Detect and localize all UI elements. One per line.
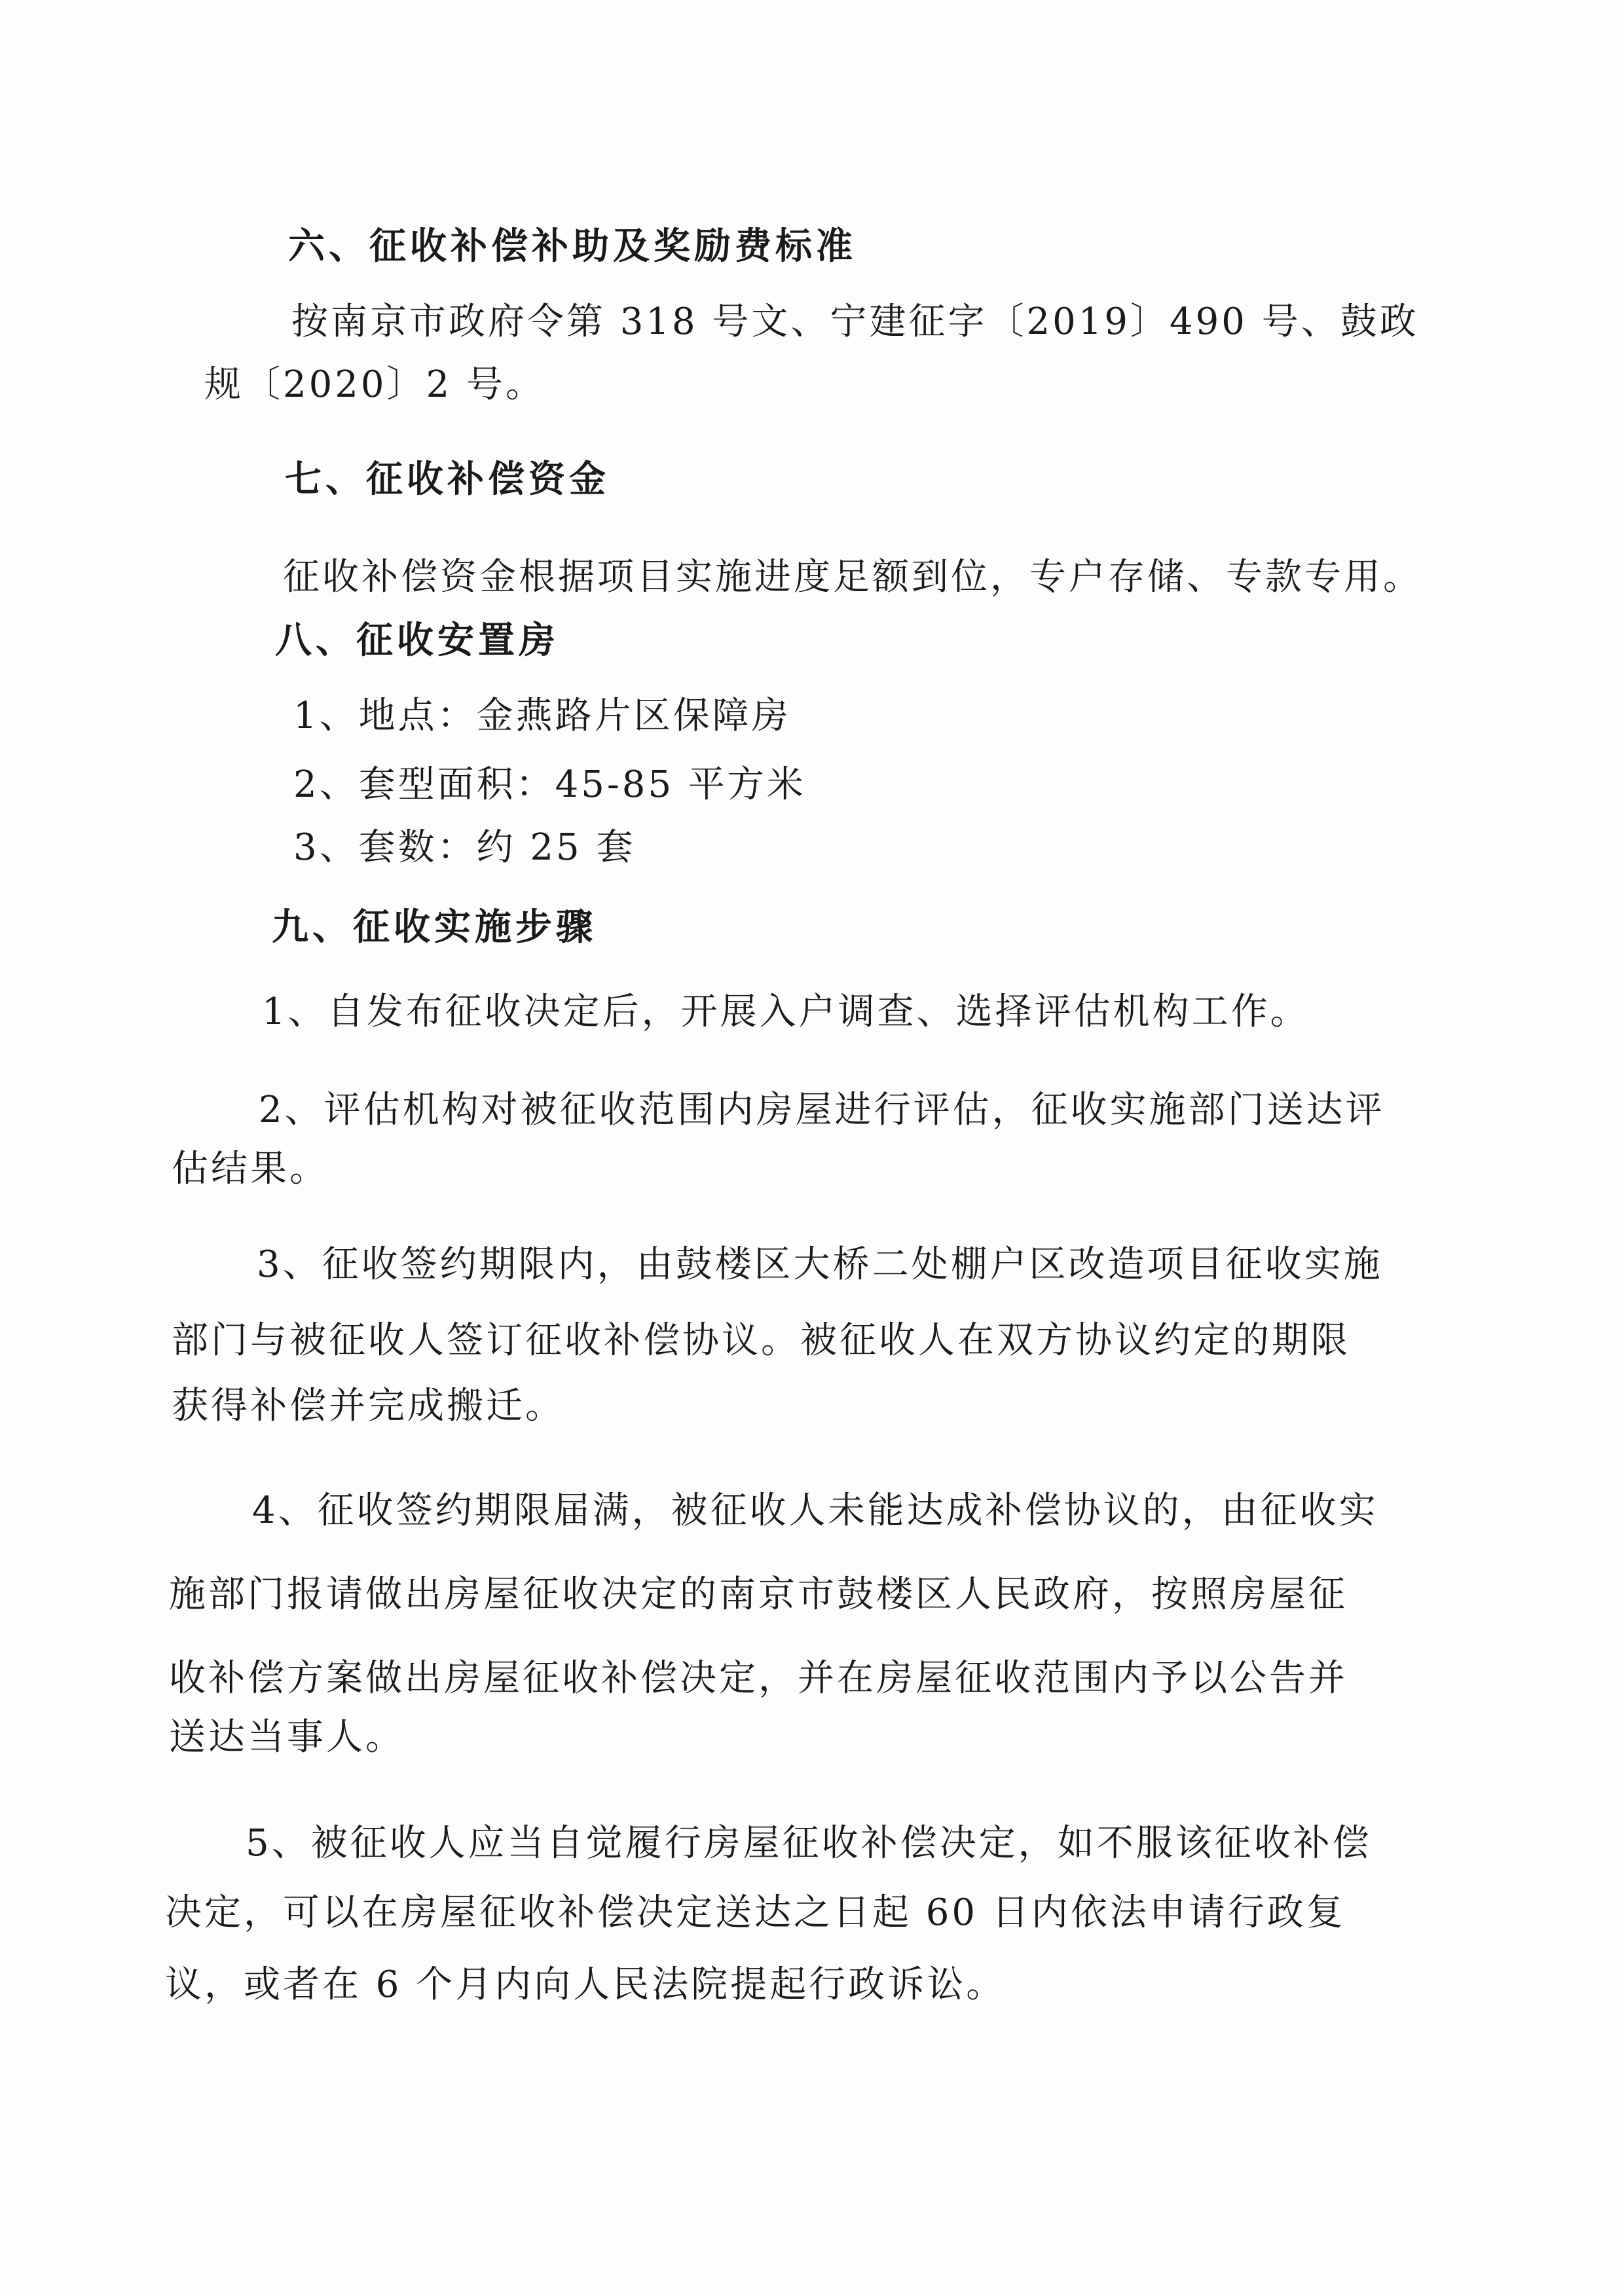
section-9-step-5-line-2: 决定，可以在房屋征收补偿决定送达之日起 60 日内依法申请行政复 xyxy=(165,1891,1346,1934)
section-9-step-3-line-3: 获得补偿并完成搬迁。 xyxy=(172,1385,564,1427)
section-7-body: 征收补偿资金根据项目实施进度足额到位，专户存储、专款专用。 xyxy=(283,556,1422,598)
section-6-body-line-2: 规〔2020〕2 号。 xyxy=(204,363,545,406)
section-9-step-3-line-1: 3、征收签约期限内，由鼓楼区大桥二处棚户区改造项目征收实施 xyxy=(257,1243,1383,1286)
section-9-step-1: 1、自发布征收决定后，开展入户调查、选择评估机构工作。 xyxy=(262,991,1310,1033)
section-9-step-5-line-3: 议，或者在 6 个月内向人民法院提起行政诉讼。 xyxy=(165,1963,1006,2006)
section-8-item-1: 1、地点：金燕路片区保障房 xyxy=(293,695,791,737)
section-9-step-4-line-2: 施部门报请做出房屋征收决定的南京市鼓楼区人民政府，按照房屋征 xyxy=(169,1573,1348,1616)
section-8-item-2: 2、套型面积：45-85 平方米 xyxy=(293,763,806,806)
section-8-heading: 八、征收安置房 xyxy=(275,619,559,662)
section-9-step-2-line-2: 估结果。 xyxy=(172,1148,329,1190)
section-9-step-2-line-1: 2、评估机构对被征收范围内房屋进行评估，征收实施部门送达评 xyxy=(259,1089,1385,1131)
section-9-step-4-line-3: 收补偿方案做出房屋征收补偿决定，并在房屋征收范围内予以公告并 xyxy=(169,1657,1348,1700)
section-9-step-4-line-1: 4、征收签约期限届满，被征收人未能达成补偿协议的，由征收实 xyxy=(252,1489,1378,1532)
section-7-heading: 七、征收补偿资金 xyxy=(285,458,610,501)
section-6-body-line-1: 按南京市政府令第 318 号文、宁建征字〔2019〕490 号、鼓政 xyxy=(291,301,1419,343)
section-9-step-5-line-1: 5、被征收人应当自觉履行房屋征收补偿决定，如不服该征收补偿 xyxy=(246,1822,1372,1865)
section-9-step-3-line-2: 部门与被征收人签订征收补偿协议。被征收人在双方协议约定的期限 xyxy=(172,1319,1350,1362)
section-9-heading: 九、征收实施步骤 xyxy=(272,905,597,949)
section-6-heading: 六、征收补偿补助及奖励费标准 xyxy=(288,225,857,268)
section-8-item-3: 3、套数：约 25 套 xyxy=(293,826,636,869)
section-9-step-4-line-4: 送达当事人。 xyxy=(169,1716,405,1758)
